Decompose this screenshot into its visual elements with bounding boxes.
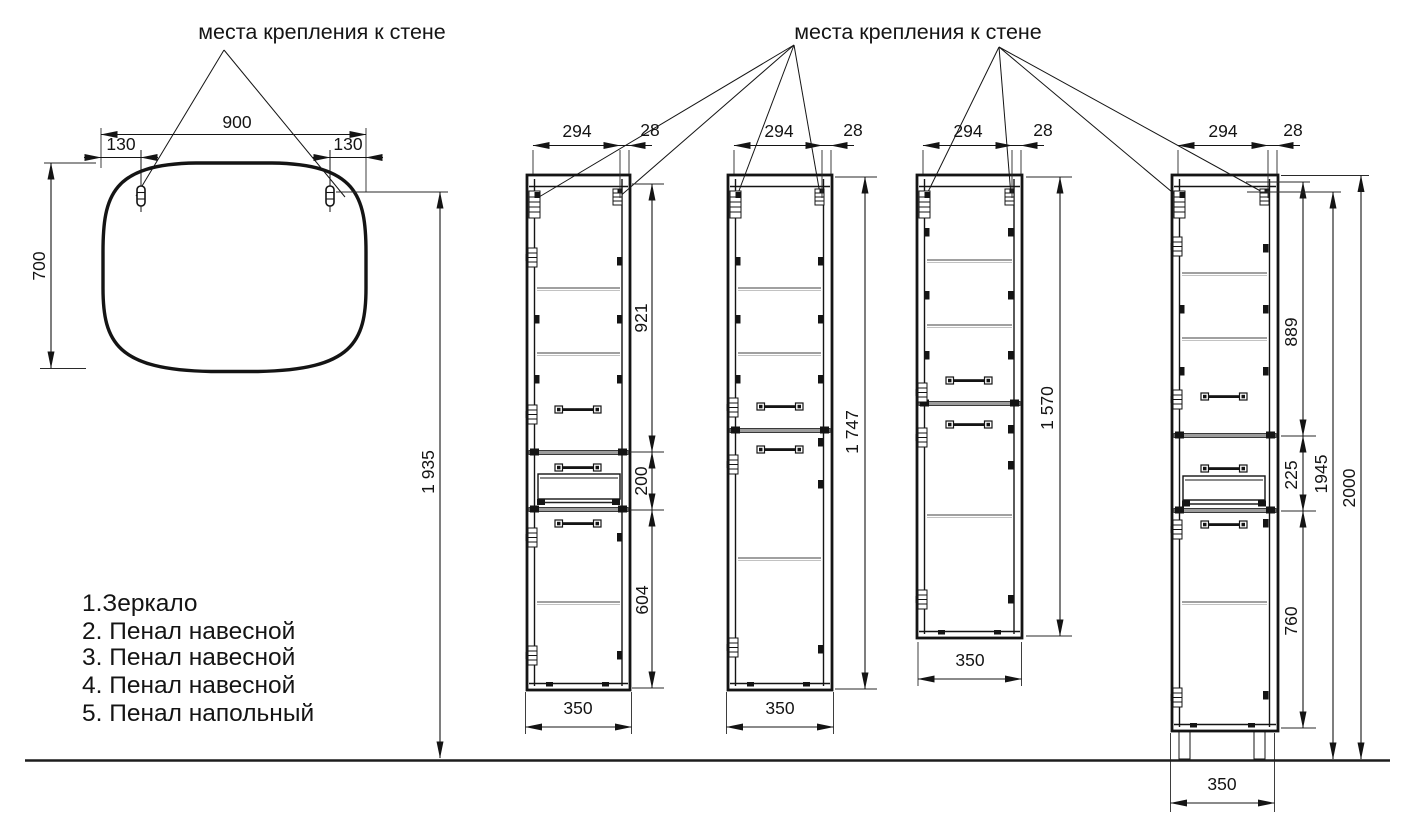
hinge-icon: [1179, 367, 1185, 376]
door-handle-icon: [555, 520, 601, 527]
hinge-icon: [534, 375, 540, 384]
hinge-icon: [924, 291, 930, 300]
dim-label: 28: [1283, 120, 1303, 140]
mounting-bracket-icon: [613, 189, 622, 205]
hinge-icon: [735, 257, 741, 266]
hinge-icon: [1263, 691, 1269, 700]
dim-label: 28: [640, 120, 660, 140]
dim-cab5-upper: [1246, 182, 1316, 436]
dim-cab2-upper: [630, 184, 664, 452]
hinge-icon: [617, 315, 623, 324]
hinge-icon: [1008, 351, 1014, 360]
hinge-icon: [1263, 305, 1269, 314]
foot-glide-icon: [546, 682, 553, 687]
hinge-icon: [617, 533, 623, 542]
dim-cab4-width: [918, 642, 1022, 686]
foot-glide-icon: [938, 630, 945, 635]
legend: [82, 590, 314, 727]
drawer-handle-icon: [555, 464, 601, 471]
dim-label: 760: [1281, 606, 1301, 636]
dim-mirror-offset-right: [313, 134, 383, 158]
hinge-icon: [924, 351, 930, 360]
dim-label: 604: [632, 585, 652, 615]
door-junction-band: [730, 427, 830, 434]
dim-cab2-width: [526, 692, 632, 734]
door-handle-icon: [757, 446, 803, 453]
dim-label: 294: [764, 121, 794, 141]
cabinet-4-wall-hung: [916, 120, 1073, 686]
dim-cab3-height: [835, 177, 877, 689]
mounting-bracket-icon: [815, 189, 824, 205]
hinge-icon: [1008, 461, 1014, 470]
legend-item-cabinet-3: 3. Пенал навесной: [82, 644, 296, 671]
mounting-bracket-icon: [730, 191, 741, 218]
hinge-icon: [1263, 244, 1269, 253]
hinge-icon: [818, 645, 824, 654]
door-handle-icon: [946, 377, 992, 384]
foot-glide-icon: [602, 682, 609, 687]
hinge-icon: [818, 438, 824, 447]
dim-label: 1945: [1311, 454, 1331, 494]
dim-label: 130: [333, 134, 363, 154]
dim-cab2-drawer: [630, 452, 664, 510]
cabinet-5-floor-standing: [1171, 120, 1370, 812]
hinge-icon: [818, 480, 824, 489]
dim-label: 130: [106, 134, 136, 154]
door-junction-band: [919, 400, 1020, 407]
dim-label: 889: [1281, 317, 1301, 347]
dim-cab4-height: [1026, 177, 1072, 636]
hinge-icon: [1008, 291, 1014, 300]
dim-mirror-mount-height: [336, 192, 448, 758]
hinge-icon: [1263, 519, 1269, 528]
hinge-icon: [1179, 305, 1185, 314]
dim-cab5-side: [1268, 120, 1303, 146]
hinge-icon: [735, 375, 741, 384]
legend-item-cabinet-4: 4. Пенал навесной: [82, 672, 296, 699]
cabinet-frame: [527, 175, 630, 690]
dim-label: 900: [222, 112, 252, 132]
wall-mount-label-left: места крепления к стене: [198, 20, 446, 44]
dim-label: 350: [1207, 774, 1237, 794]
dim-label: 294: [1208, 121, 1238, 141]
dim-cab2-side: [620, 120, 660, 146]
legend-item-cabinet-2: 2. Пенал навесной: [82, 618, 296, 645]
legend-item-mirror: 1.Зеркало: [82, 590, 198, 617]
dim-cab5-width: [1171, 733, 1275, 812]
hinge-icon: [818, 315, 824, 324]
dim-label: 294: [562, 121, 592, 141]
cabinet-feet: [1179, 731, 1265, 759]
dim-cab3-side: [822, 120, 863, 146]
dim-mirror-offset-left: [84, 134, 158, 158]
hinge-icon: [1008, 425, 1014, 434]
hinge-icon: [818, 257, 824, 266]
door-handle-icon: [1201, 393, 1247, 400]
dim-label: 200: [631, 466, 651, 496]
foot-glide-icon: [803, 682, 810, 687]
dim-label: 294: [953, 121, 983, 141]
mounting-bracket-icon: [919, 191, 930, 218]
mounting-bracket-icon: [1174, 191, 1185, 218]
dim-label: 350: [765, 698, 795, 718]
hinge-icon: [534, 315, 540, 324]
dim-label: 28: [1033, 120, 1053, 140]
door-handle-icon: [555, 406, 601, 413]
dim-cab3-width: [727, 692, 834, 734]
cabinet-3-wall-hung: [727, 120, 878, 734]
door-handle-icon: [946, 421, 992, 428]
dim-label: 28: [843, 120, 863, 140]
dim-cab2-lower: [632, 510, 664, 688]
wall-mount-label-right: места крепления к стене: [794, 20, 1042, 44]
dim-mirror-height: [29, 163, 96, 369]
shelf-line: [537, 288, 620, 605]
cabinet-frame: [917, 175, 1022, 638]
foot-glide-icon: [994, 630, 1001, 635]
hinge-icon: [1008, 595, 1014, 604]
hinge-icon: [617, 375, 623, 384]
mirror-mount-clip-left-icon: [137, 150, 145, 212]
hinge-icon: [1008, 228, 1014, 237]
dim-label: 2000: [1339, 468, 1359, 508]
mounting-bracket-icon: [1005, 189, 1014, 205]
hinge-icon: [818, 375, 824, 384]
drawer-handle-icon: [1201, 465, 1247, 472]
hinge-icon: [617, 651, 623, 660]
dim-label: 350: [955, 650, 985, 670]
legend-item-cabinet-5: 5. Пенал напольный: [82, 700, 315, 727]
shelf-line: [927, 260, 1012, 518]
foot-glide-icon: [1248, 723, 1255, 728]
mirror-mount-clip-right-icon: [326, 150, 334, 212]
drawer-front: [1182, 476, 1266, 507]
dim-label: 350: [563, 698, 593, 718]
dim-cab5-lower: [1281, 511, 1316, 728]
dim-label: 1 935: [418, 450, 438, 494]
dim-label: 1 570: [1037, 386, 1057, 430]
dim-label: 700: [29, 251, 49, 281]
drawer-front: [537, 474, 620, 505]
door-handle-icon: [757, 403, 803, 410]
hinge-icon: [1263, 367, 1269, 376]
cabinet-2-wall-hung: [526, 120, 665, 734]
hinge-icon: [735, 315, 741, 324]
hinge-icon: [617, 257, 623, 266]
shelf-line: [1182, 273, 1267, 605]
foot-glide-icon: [747, 682, 754, 687]
dim-label: 1 747: [842, 410, 862, 454]
hinge-icon: [924, 228, 930, 237]
dim-label: 921: [631, 303, 651, 333]
door-handle-icon: [1201, 521, 1247, 528]
dim-cab4-side: [1012, 120, 1053, 146]
mounting-bracket-icon: [529, 191, 540, 218]
shelf-line: [738, 288, 821, 561]
cabinet-frame: [1172, 175, 1278, 731]
dim-label: 225: [1281, 460, 1301, 490]
foot-glide-icon: [1190, 723, 1197, 728]
